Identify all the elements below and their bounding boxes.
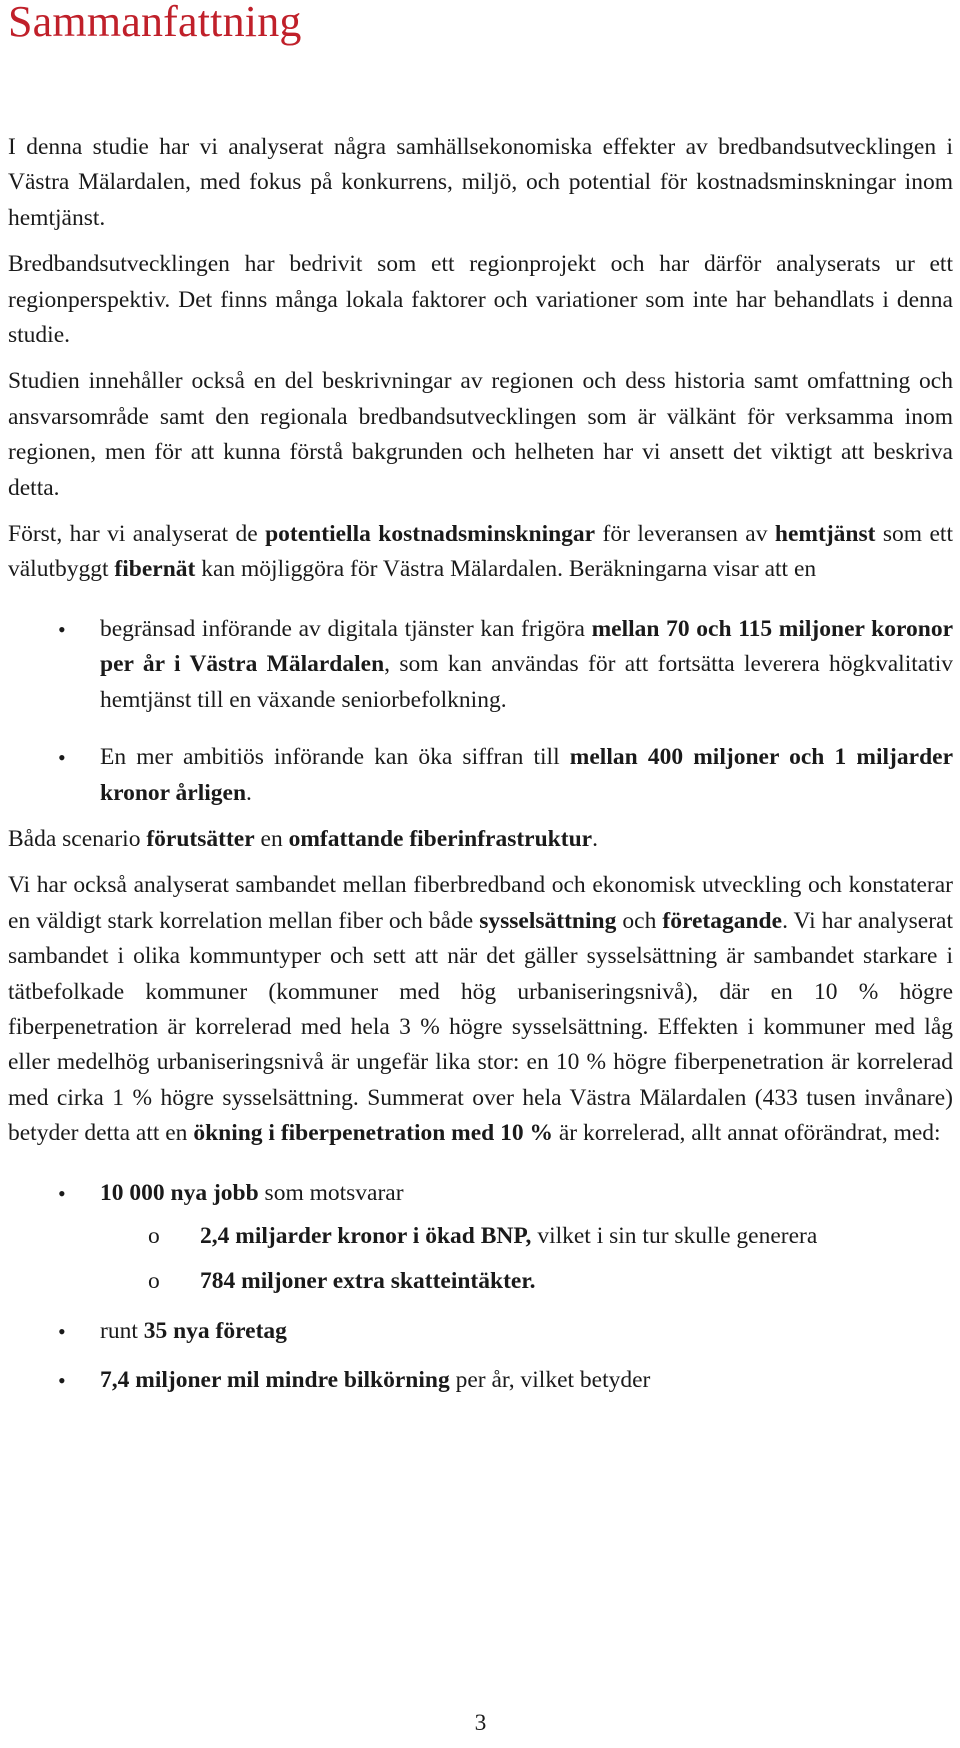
paragraph-kostnadsminskningar (8, 517, 953, 588)
bold-run: 2,4 miljarder kronor i ökad BNP, (200, 1222, 532, 1249)
page-title: Sammanfattning (8, 0, 302, 46)
bold-run: potentiella kostnadsminskningar (265, 521, 596, 548)
text-run: en (254, 825, 289, 852)
bullet-list-effects (8, 1176, 953, 1399)
list-item (8, 740, 953, 811)
bold-run: hemtjänst (774, 521, 876, 548)
bullet-icon: • (58, 1368, 66, 1394)
list-item (8, 612, 953, 718)
bold-run: företagande (662, 907, 783, 934)
bold-run: mellan 70 och 115 miljoner koronor per år i Västra Mälardalen (100, 615, 953, 678)
paragraph-sysselsattning (8, 868, 953, 1151)
text-run: . Vi har analyserat sambandet i olika kommuntyper och sett att när det gäller sysselsättning är sambandet starkare i tätbefolkade kommuner (kommuner med hög urbaniseringsnivå), där en 10 % högre fiberpenetration är korrelerad med hela 3 % högre sysselsättning. Effekten i kommuner med låg eller medelhög urbaniseringsnivå är ungefär lika stor: en 10 % högre fiberpenetration är korrelerad med cirka 1 % högre sysselsättning. Summerat over hela Västra Mälardalen (433 tusen invånare) betyder detta att en (8, 907, 954, 1147)
text-run: som motsvarar (258, 1179, 404, 1206)
bullet-icon: • (58, 1180, 66, 1206)
bold-run: 7,4 miljoner mil mindre bilkörning (100, 1367, 450, 1394)
text-run: , som kan användas för att fortsätta leverera högkvalitativ hemtjänst till en växande seniorbefolkning. (100, 651, 953, 713)
bullet-icon: • (58, 616, 66, 642)
sub-bullet-icon: o (148, 1222, 160, 1249)
bold-run: 35 nya företag (143, 1317, 287, 1344)
text-run: vilket i sin tur skulle generera (531, 1222, 818, 1249)
paragraph-scenario-requirement (8, 822, 953, 857)
bold-run: sysselsättning (479, 907, 617, 934)
text-run: Först, har vi analyserat de (8, 521, 266, 548)
sub-bullet-icon: o (148, 1268, 160, 1295)
text-run: som ett välutbyggt (8, 521, 953, 583)
sub-list-item (8, 1264, 953, 1299)
list-item (8, 1314, 953, 1349)
bold-run: fibernät (114, 556, 196, 583)
text-run: . (246, 779, 252, 806)
paragraph-background: Studien innehåller också en del beskrivningar av regionen och dess historia samt omfattning och ansvarsområde samt den regionala bredbandsutvecklingen som är välkänt för verksamma inom regionen, men för att kunna förstå bakgrunden och helheten har vi ansett det viktigt att beskriva detta. (8, 368, 953, 501)
text-run: är korrelerad, allt annat oförändrat, med: (553, 1120, 941, 1147)
sub-list-item (8, 1219, 953, 1254)
text-run: kan möjliggöra för Västra Mälardalen. Beräkningarna visar att en (195, 556, 817, 583)
list-item (8, 1363, 953, 1398)
bold-run: omfattande fiberinfrastruktur (288, 825, 593, 852)
sub-list (8, 1219, 953, 1300)
bullet-icon: • (58, 745, 66, 771)
bold-run: 10 000 nya jobb (100, 1179, 259, 1206)
text-run: . (592, 825, 598, 852)
paragraph-regionperspektiv: Bredbandsutvecklingen har bedrivit som ett regionprojekt och har därför analyserats ur ett regionperspektiv. Det finns många lokala faktorer och variationer som inte har behandlats i denna studie. (8, 251, 953, 349)
text-run: Vi har också analyserat sambandet mellan fiberbredband och ekonomisk utveckling och konstaterar en väldigt stark korrelation mellan fiber och både (8, 872, 953, 934)
text-run: per år, vilket betyder (449, 1367, 651, 1394)
text-run: En mer ambitiös införande kan öka siffran till (100, 744, 570, 771)
bold-run: ökning i fiberpenetration med 10 % (193, 1120, 553, 1147)
text-run: för leveransen av (595, 521, 775, 548)
bold-run: 784 miljoner extra skatteintäkter. (200, 1268, 536, 1295)
page-number: 3 (474, 1710, 487, 1736)
bullet-list-scenarios (8, 612, 953, 811)
text-run: runt (100, 1317, 144, 1344)
list-item (8, 1176, 953, 1300)
text-run: begränsad införande av digitala tjänster kan frigöra (100, 615, 592, 642)
bold-run: mellan 400 miljoner och 1 miljarder kronor årligen (100, 744, 953, 806)
bold-run: förutsätter (146, 825, 255, 852)
text-run: Båda scenario (8, 825, 147, 852)
text-run: och (616, 907, 663, 934)
document-body (8, 130, 953, 1399)
paragraph-intro: I denna studie har vi analyserat några samhällsekonomiska effekter av bredbandsutvecklingen i Västra Mälardalen, med fokus på konkurrens, miljö, och potential för kostnadsminskningar inom hemtjänst. (8, 134, 953, 231)
bullet-icon: • (58, 1318, 66, 1344)
